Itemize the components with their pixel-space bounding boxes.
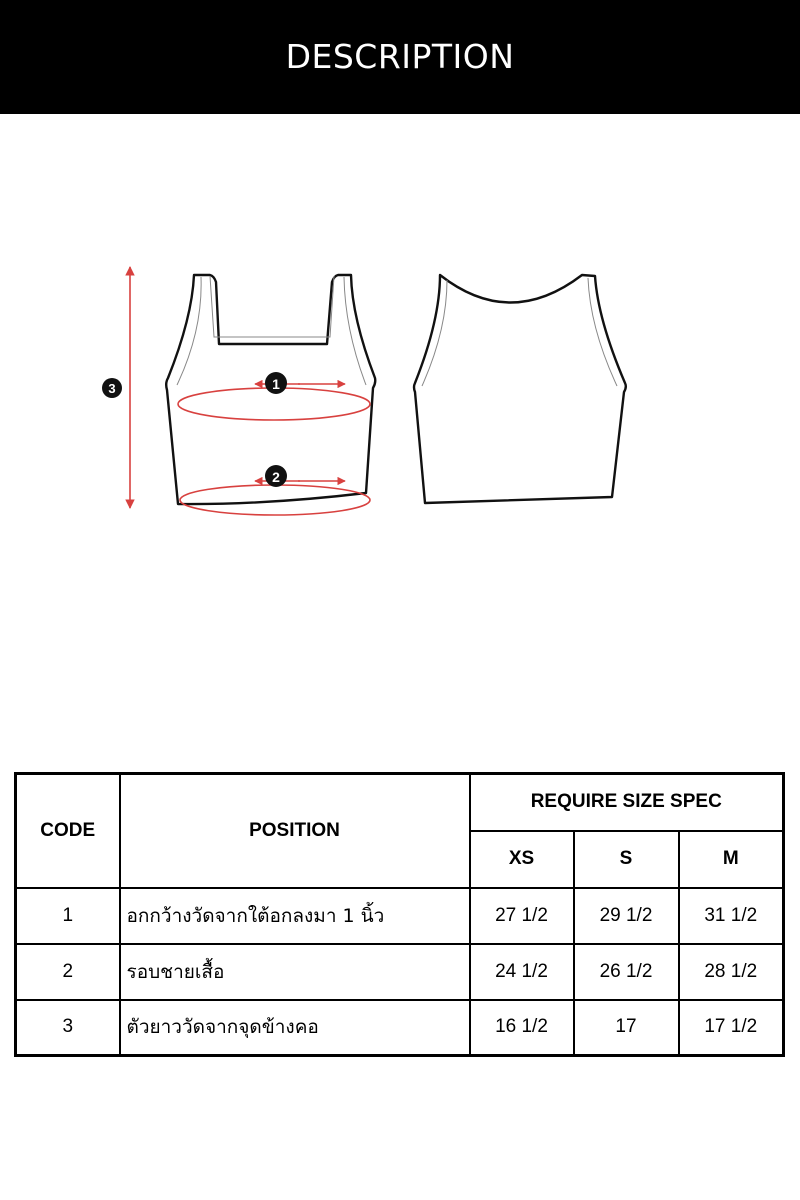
size-spec-table xyxy=(14,772,785,1057)
front-neck-binding xyxy=(210,276,334,337)
back-view xyxy=(414,275,626,503)
page-title: DESCRIPTION xyxy=(285,36,515,76)
marker-2-label: 2 xyxy=(272,469,280,485)
row-value-m: 31 1/2 xyxy=(679,888,784,944)
marker-3-label: 3 xyxy=(108,381,116,396)
table-row xyxy=(16,888,784,944)
back-outline xyxy=(414,275,626,503)
row-value-xs: 16 1/2 xyxy=(470,1000,574,1056)
row-code: 1 xyxy=(16,888,120,944)
row-position: ตัวยาววัดจากจุดข้างคอ xyxy=(120,1000,470,1056)
header-code: CODE xyxy=(16,774,120,888)
row-position: รอบชายเสื้อ xyxy=(120,944,470,1000)
row-value-m: 28 1/2 xyxy=(679,944,784,1000)
marker-1-label: 1 xyxy=(272,376,280,392)
table-row xyxy=(16,944,784,1000)
row-value-s: 29 1/2 xyxy=(574,888,679,944)
measure-length xyxy=(102,267,130,508)
row-value-m: 17 1/2 xyxy=(679,1000,784,1056)
row-value-s: 26 1/2 xyxy=(574,944,679,1000)
row-code: 2 xyxy=(16,944,120,1000)
size-spec-table-container xyxy=(14,772,782,1055)
row-position: อกกว้างวัดจากใต้อกลงมา 1 นิ้ว xyxy=(120,888,470,944)
header-position: POSITION xyxy=(120,774,470,888)
header-require-size-spec: REQUIRE SIZE SPEC xyxy=(470,774,784,831)
table-row xyxy=(16,1000,784,1056)
header-size-xs: XS xyxy=(470,831,574,888)
header-size-m: M xyxy=(679,831,784,888)
row-value-xs: 27 1/2 xyxy=(470,888,574,944)
row-value-s: 17 xyxy=(574,1000,679,1056)
row-value-xs: 24 1/2 xyxy=(470,944,574,1000)
row-code: 3 xyxy=(16,1000,120,1056)
header-size-s: S xyxy=(574,831,679,888)
